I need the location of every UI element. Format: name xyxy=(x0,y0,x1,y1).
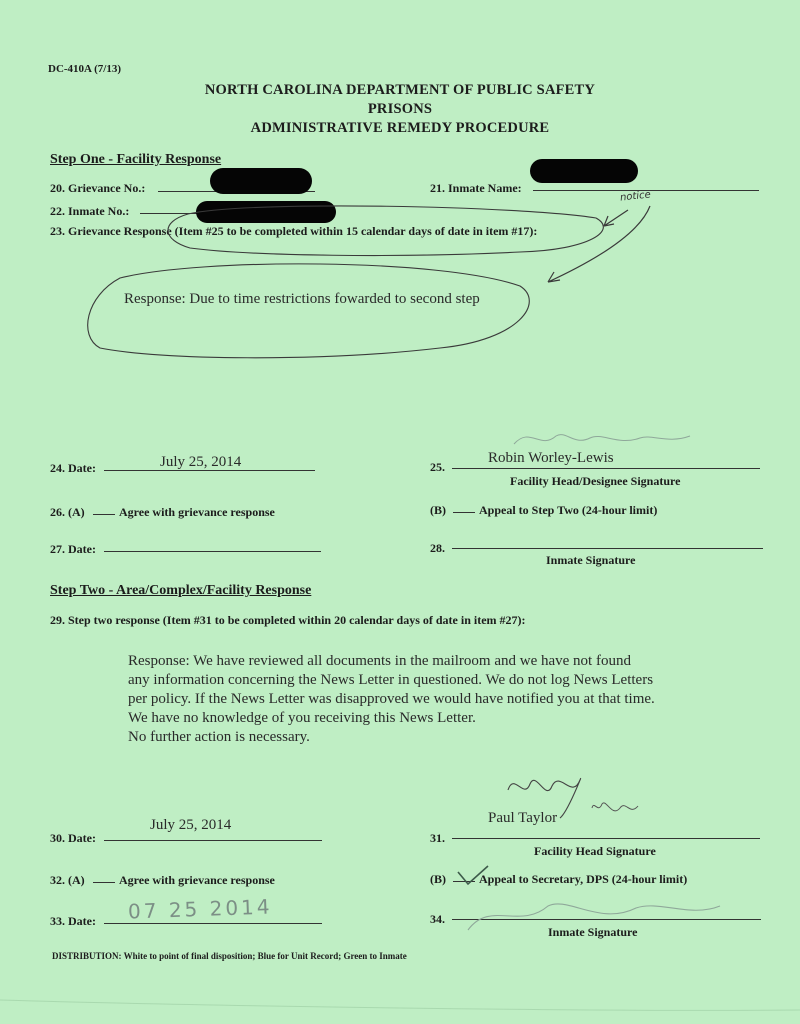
step-one-appeal-label: (B) xyxy=(430,503,446,517)
inmate-name-label: 21. Inmate Name: xyxy=(430,181,522,195)
appeal-checkmark xyxy=(458,866,488,884)
step-one-date2-label: 27. Date: xyxy=(50,542,96,556)
step-one-signature-number: 25. xyxy=(430,460,445,474)
step-two-date2-label: 33. Date: xyxy=(50,914,96,928)
grievance-no-label: 20. Grievance No.: xyxy=(50,181,146,195)
step-one-appeal-text: Appeal to Step Two (24-hour limit) xyxy=(479,503,658,517)
step-one-heading: Step One - Facility Response xyxy=(50,152,222,167)
step-two-date2-handwritten: 07 25 2014 xyxy=(127,894,273,924)
form-number: DC-410A (7/13) xyxy=(48,63,122,75)
step-one-date-label: 24. Date: xyxy=(50,461,96,475)
handwritten-notice-note: notice xyxy=(619,189,652,204)
paper-crease xyxy=(0,1000,800,1010)
facility-head-name: Paul Taylor xyxy=(488,810,558,826)
step-two-heading: Step Two - Area/Complex/Facility Response xyxy=(50,583,312,598)
step-two-response-line: per policy. If the News Letter was disapproved we would have notified you at that time. xyxy=(128,691,655,707)
step-two-response-line: We have no knowledge of you receiving this News Letter. xyxy=(128,710,476,726)
step-two-signature-number: 31. xyxy=(430,831,445,845)
procedure-title: ADMINISTRATIVE REMEDY PROCEDURE xyxy=(250,120,550,136)
step-two-date-value: July 25, 2014 xyxy=(150,817,232,833)
step-two-response-line: Response: We have reviewed all documents in the mailroom and we have not found xyxy=(128,653,631,669)
division-title: PRISONS xyxy=(367,101,433,117)
step-one-agree-text: Agree with grievance response xyxy=(119,505,275,519)
asm-initials xyxy=(592,803,638,811)
faint-inmate-signature xyxy=(468,904,720,930)
facility-head-caption: Facility Head Signature xyxy=(534,844,656,858)
step-two-date-label: 30. Date: xyxy=(50,831,96,845)
department-title: NORTH CAROLINA DEPARTMENT OF PUBLIC SAFETY xyxy=(204,82,596,98)
step-two-response-line: No further action is necessary. xyxy=(128,729,310,745)
step-two-agree-label: 32. (A) xyxy=(50,873,85,887)
inmate-no-label: 22. Inmate No.: xyxy=(50,204,130,218)
step-two-response-label: 29. Step two response (Item #31 to be completed within 20 calendar days of date in item #27): xyxy=(50,613,526,627)
step-two-appeal-label: (B) xyxy=(430,872,446,886)
notice-arrow-to-response xyxy=(548,206,650,282)
faint-signature-item25 xyxy=(514,435,690,444)
step-two-response-line: any information concerning the News Letter in questioned. We do not log News Letters xyxy=(128,672,654,688)
item23-circle xyxy=(168,206,603,256)
step-one-agree-label: 26. (A) xyxy=(50,505,85,519)
notice-arrow-to-label xyxy=(604,210,628,226)
response-circle xyxy=(88,264,530,358)
step-two-appeal-text: Appeal to Secretary, DPS (24-hour limit) xyxy=(479,872,688,886)
step-one-response-text: Response: Due to time restrictions fowarded to second step xyxy=(124,291,480,307)
facility-head-designee-caption: Facility Head/Designee Signature xyxy=(510,474,681,488)
grievance-response-label: 23. Grievance Response (Item #25 to be completed within 15 calendar days of date in item #17): xyxy=(50,224,538,238)
step-two-agree-text: Agree with grievance response xyxy=(119,873,275,887)
step-two-inmate-signature-caption: Inmate Signature xyxy=(548,925,638,939)
paul-taylor-signature xyxy=(508,778,581,818)
step-one-inmate-signature-number: 28. xyxy=(430,541,445,555)
distribution-note: DISTRIBUTION: White to point of final disposition; Blue for Unit Record; Green to Inmate xyxy=(52,951,407,961)
step-one-date-value: July 25, 2014 xyxy=(160,454,242,470)
step-two-inmate-signature-number: 34. xyxy=(430,912,445,926)
step-one-inmate-signature-caption: Inmate Signature xyxy=(546,553,636,567)
facility-head-designee-name: Robin Worley-Lewis xyxy=(488,450,614,466)
